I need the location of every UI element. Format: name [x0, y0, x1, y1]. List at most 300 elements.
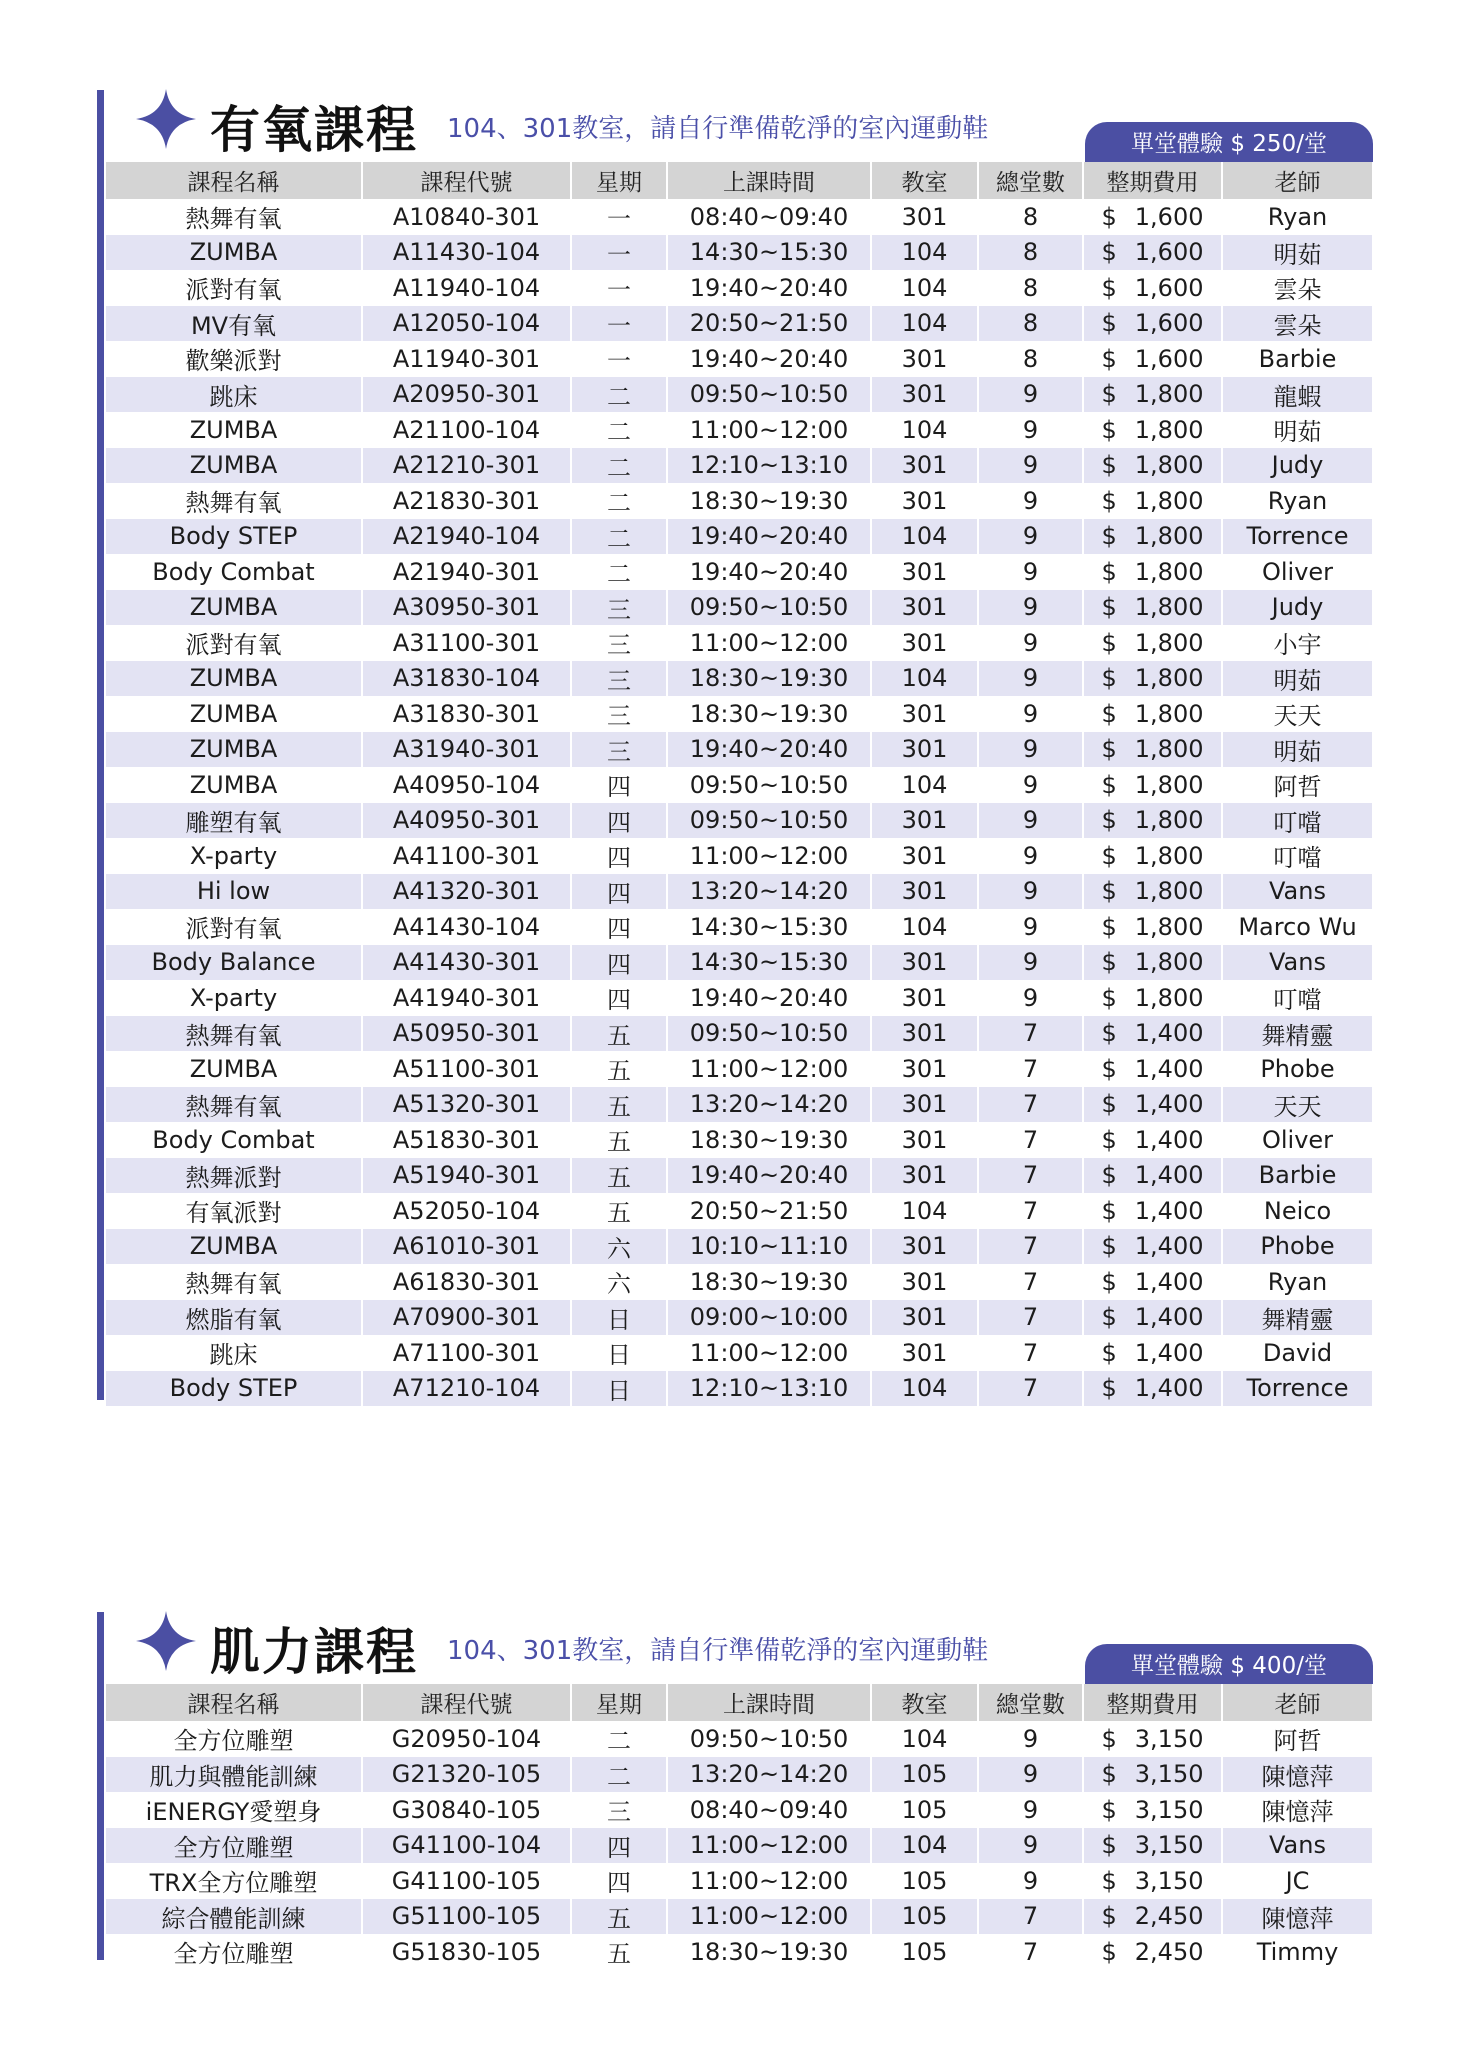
table-row: [106, 554, 1373, 590]
course-name-cell: MV有氧: [106, 306, 362, 342]
strength-schedule-table: [106, 1684, 1374, 1970]
currency-symbol: $: [1101, 1795, 1117, 1824]
room-cell: 301: [871, 1264, 978, 1300]
time-cell: 12:10~13:10: [667, 448, 871, 484]
currency-symbol: $: [1101, 841, 1117, 870]
fee-amount: 1,400: [1134, 1267, 1204, 1296]
course-code-cell: A41940-301: [362, 980, 571, 1016]
fee-amount: 3,150: [1134, 1866, 1204, 1895]
sessions-cell: 9: [978, 590, 1083, 626]
currency-symbol: $: [1101, 735, 1117, 764]
sessions-cell: 9: [978, 1792, 1083, 1828]
course-name-cell: ZUMBA: [106, 732, 362, 768]
sessions-cell: 7: [978, 1229, 1083, 1265]
weekday-cell: 三: [571, 1792, 667, 1828]
fee-amount: 1,800: [1134, 451, 1204, 480]
course-name-cell: 派對有氧: [106, 270, 362, 306]
currency-symbol: $: [1101, 1232, 1117, 1261]
currency-symbol: $: [1101, 1125, 1117, 1154]
time-cell: 19:40~20:40: [667, 270, 871, 306]
time-cell: 11:00~12:00: [667, 838, 871, 874]
currency-symbol: $: [1101, 1760, 1117, 1789]
course-code-cell: A31100-301: [362, 625, 571, 661]
currency-symbol: $: [1101, 380, 1117, 409]
currency-symbol: $: [1101, 1866, 1117, 1895]
room-cell: 301: [871, 554, 978, 590]
teacher-cell: 明茹: [1222, 412, 1373, 448]
teacher-cell: Neico: [1222, 1193, 1373, 1229]
course-code-cell: A21940-301: [362, 554, 571, 590]
room-cell: 301: [871, 1300, 978, 1336]
fee-cell: [1083, 1016, 1222, 1052]
currency-symbol: $: [1101, 983, 1117, 1012]
course-name-cell: 全方位雕塑: [106, 1934, 362, 1970]
fee-cell: [1083, 483, 1222, 519]
fee-cell: [1083, 1371, 1222, 1407]
time-cell: 11:00~12:00: [667, 1828, 871, 1864]
section-subtitle: 104、301教室，請自行準備乾淨的室內運動鞋: [447, 1636, 989, 1666]
time-cell: 14:30~15:30: [667, 235, 871, 271]
sessions-cell: 9: [978, 661, 1083, 697]
time-cell: 11:00~12:00: [667, 1863, 871, 1899]
room-cell: 105: [871, 1863, 978, 1899]
column-header: 老師: [1222, 1684, 1373, 1721]
course-name-cell: iENERGY愛塑身: [106, 1792, 362, 1828]
sessions-cell: 8: [978, 199, 1083, 235]
sessions-cell: 7: [978, 1087, 1083, 1123]
fee-cell: [1083, 554, 1222, 590]
table-header-row: [106, 162, 1373, 199]
table-row: [106, 1828, 1373, 1864]
aerobic-schedule-table: [106, 162, 1374, 1406]
fee-amount: 1,800: [1134, 770, 1204, 799]
weekday-cell: 五: [571, 1122, 667, 1158]
table-row: [106, 732, 1373, 768]
column-header: 課程名稱: [106, 162, 362, 199]
course-code-cell: A40950-301: [362, 803, 571, 839]
fee-amount: 1,800: [1134, 380, 1204, 409]
course-name-cell: X-party: [106, 980, 362, 1016]
currency-symbol: $: [1101, 1161, 1117, 1190]
room-cell: 104: [871, 1193, 978, 1229]
table-row: [106, 412, 1373, 448]
teacher-cell: JC: [1222, 1863, 1373, 1899]
table-row: [106, 1264, 1373, 1300]
table-row: [106, 909, 1373, 945]
fee-amount: 1,800: [1134, 983, 1204, 1012]
fee-cell: [1083, 1335, 1222, 1371]
table-row: [106, 945, 1373, 981]
course-name-cell: 肌力與體能訓練: [106, 1757, 362, 1793]
fee-cell: [1083, 1051, 1222, 1087]
weekday-cell: 四: [571, 838, 667, 874]
time-cell: 10:10~11:10: [667, 1229, 871, 1265]
weekday-cell: 一: [571, 341, 667, 377]
time-cell: 18:30~19:30: [667, 661, 871, 697]
course-name-cell: Hi low: [106, 874, 362, 910]
teacher-cell: 陳憶萍: [1222, 1792, 1373, 1828]
teacher-cell: Ryan: [1222, 483, 1373, 519]
course-code-cell: A41100-301: [362, 838, 571, 874]
course-name-cell: TRX全方位雕塑: [106, 1863, 362, 1899]
fee-cell: [1083, 590, 1222, 626]
weekday-cell: 五: [571, 1158, 667, 1194]
table-row: [106, 767, 1373, 803]
weekday-cell: 日: [571, 1371, 667, 1407]
column-header: 老師: [1222, 162, 1373, 199]
fee-amount: 1,400: [1134, 1161, 1204, 1190]
column-header: 整期費用: [1083, 162, 1222, 199]
weekday-cell: 六: [571, 1264, 667, 1300]
fee-cell: [1083, 1899, 1222, 1935]
sessions-cell: 9: [978, 483, 1083, 519]
currency-symbol: $: [1101, 593, 1117, 622]
weekday-cell: 日: [571, 1335, 667, 1371]
course-name-cell: Body STEP: [106, 519, 362, 555]
fee-amount: 1,600: [1134, 202, 1204, 231]
fee-amount: 1,800: [1134, 557, 1204, 586]
sessions-cell: 9: [978, 1721, 1083, 1757]
table-row: [106, 235, 1373, 271]
time-cell: 14:30~15:30: [667, 945, 871, 981]
table-row: [106, 803, 1373, 839]
time-cell: 13:20~14:20: [667, 874, 871, 910]
weekday-cell: 四: [571, 803, 667, 839]
weekday-cell: 四: [571, 980, 667, 1016]
course-code-cell: G51830-105: [362, 1934, 571, 1970]
table-row: [106, 1757, 1373, 1793]
fee-amount: 3,150: [1134, 1795, 1204, 1824]
weekday-cell: 四: [571, 909, 667, 945]
column-header: 課程名稱: [106, 1684, 362, 1721]
table-row: [106, 1158, 1373, 1194]
section-accent-bar: [97, 1612, 104, 1960]
course-code-cell: A51100-301: [362, 1051, 571, 1087]
trial-price-badge: 單堂體驗 $ 400/堂: [1085, 1644, 1373, 1686]
sessions-cell: 9: [978, 838, 1083, 874]
sessions-cell: 8: [978, 341, 1083, 377]
fee-amount: 3,150: [1134, 1831, 1204, 1860]
fee-cell: [1083, 412, 1222, 448]
column-header: 上課時間: [667, 1684, 871, 1721]
teacher-cell: Torrence: [1222, 519, 1373, 555]
time-cell: 13:20~14:20: [667, 1757, 871, 1793]
sessions-cell: 7: [978, 1335, 1083, 1371]
weekday-cell: 四: [571, 874, 667, 910]
table-row: [106, 838, 1373, 874]
sessions-cell: 7: [978, 1158, 1083, 1194]
room-cell: 301: [871, 1158, 978, 1194]
fee-cell: [1083, 1721, 1222, 1757]
currency-symbol: $: [1101, 806, 1117, 835]
fee-amount: 1,400: [1134, 1232, 1204, 1261]
teacher-cell: 陳憶萍: [1222, 1899, 1373, 1935]
table-row: [106, 1899, 1373, 1935]
column-header: 星期: [571, 162, 667, 199]
fee-amount: 1,400: [1134, 1019, 1204, 1048]
time-cell: 19:40~20:40: [667, 341, 871, 377]
room-cell: 301: [871, 696, 978, 732]
course-code-cell: G51100-105: [362, 1899, 571, 1935]
room-cell: 104: [871, 270, 978, 306]
room-cell: 301: [871, 803, 978, 839]
course-code-cell: A71100-301: [362, 1335, 571, 1371]
room-cell: 105: [871, 1792, 978, 1828]
time-cell: 09:50~10:50: [667, 377, 871, 413]
room-cell: 104: [871, 306, 978, 342]
sessions-cell: 8: [978, 306, 1083, 342]
weekday-cell: 三: [571, 661, 667, 697]
fee-cell: [1083, 519, 1222, 555]
column-header: 教室: [871, 162, 978, 199]
fee-cell: [1083, 341, 1222, 377]
time-cell: 11:00~12:00: [667, 412, 871, 448]
currency-symbol: $: [1101, 557, 1117, 586]
course-code-cell: G21320-105: [362, 1757, 571, 1793]
teacher-cell: 明茹: [1222, 732, 1373, 768]
currency-symbol: $: [1101, 1724, 1117, 1753]
diamond-icon: [136, 89, 196, 149]
column-header: 總堂數: [978, 1684, 1083, 1721]
fee-amount: 3,150: [1134, 1760, 1204, 1789]
currency-symbol: $: [1101, 770, 1117, 799]
fee-amount: 1,800: [1134, 415, 1204, 444]
fee-amount: 1,800: [1134, 628, 1204, 657]
room-cell: 301: [871, 980, 978, 1016]
fee-amount: 1,800: [1134, 664, 1204, 693]
table-header-row: [106, 1684, 1373, 1721]
course-name-cell: Body STEP: [106, 1371, 362, 1407]
table-row: [106, 1051, 1373, 1087]
teacher-cell: Ryan: [1222, 199, 1373, 235]
course-code-cell: A51830-301: [362, 1122, 571, 1158]
course-name-cell: 歡樂派對: [106, 341, 362, 377]
course-code-cell: A50950-301: [362, 1016, 571, 1052]
course-name-cell: 派對有氧: [106, 625, 362, 661]
table-row: [106, 1863, 1373, 1899]
weekday-cell: 二: [571, 1757, 667, 1793]
sessions-cell: 9: [978, 874, 1083, 910]
course-name-cell: 綜合體能訓練: [106, 1899, 362, 1935]
table-row: [106, 199, 1373, 235]
sessions-cell: 7: [978, 1016, 1083, 1052]
currency-symbol: $: [1101, 344, 1117, 373]
course-name-cell: ZUMBA: [106, 448, 362, 484]
course-code-cell: G30840-105: [362, 1792, 571, 1828]
teacher-cell: David: [1222, 1335, 1373, 1371]
weekday-cell: 五: [571, 1087, 667, 1123]
room-cell: 104: [871, 909, 978, 945]
section-title: 有氧課程: [210, 101, 418, 159]
course-code-cell: A70900-301: [362, 1300, 571, 1336]
section-accent-bar: [97, 90, 104, 1400]
fee-amount: 1,800: [1134, 593, 1204, 622]
course-code-cell: A11940-301: [362, 341, 571, 377]
course-code-cell: A31940-301: [362, 732, 571, 768]
time-cell: 20:50~21:50: [667, 1193, 871, 1229]
fee-cell: [1083, 199, 1222, 235]
sessions-cell: 9: [978, 767, 1083, 803]
course-code-cell: A71210-104: [362, 1371, 571, 1407]
room-cell: 301: [871, 483, 978, 519]
room-cell: 301: [871, 341, 978, 377]
course-code-cell: A41430-301: [362, 945, 571, 981]
currency-symbol: $: [1101, 1374, 1117, 1403]
fee-amount: 1,600: [1134, 273, 1204, 302]
weekday-cell: 二: [571, 554, 667, 590]
currency-symbol: $: [1101, 522, 1117, 551]
sessions-cell: 9: [978, 1828, 1083, 1864]
sessions-cell: 9: [978, 732, 1083, 768]
teacher-cell: Timmy: [1222, 1934, 1373, 1970]
weekday-cell: 一: [571, 235, 667, 271]
fee-cell: [1083, 909, 1222, 945]
table-row: [106, 874, 1373, 910]
course-name-cell: 熱舞有氧: [106, 1264, 362, 1300]
time-cell: 18:30~19:30: [667, 1122, 871, 1158]
currency-symbol: $: [1101, 1196, 1117, 1225]
course-code-cell: A52050-104: [362, 1193, 571, 1229]
course-name-cell: ZUMBA: [106, 767, 362, 803]
sessions-cell: 7: [978, 1899, 1083, 1935]
sessions-cell: 9: [978, 448, 1083, 484]
fee-cell: [1083, 732, 1222, 768]
course-code-cell: A41430-104: [362, 909, 571, 945]
course-code-cell: A61010-301: [362, 1229, 571, 1265]
currency-symbol: $: [1101, 202, 1117, 231]
course-code-cell: A10840-301: [362, 199, 571, 235]
fee-amount: 1,400: [1134, 1303, 1204, 1332]
section-subtitle: 104、301教室，請自行準備乾淨的室內運動鞋: [447, 114, 989, 144]
weekday-cell: 一: [571, 306, 667, 342]
time-cell: 11:00~12:00: [667, 1899, 871, 1935]
sessions-cell: 9: [978, 412, 1083, 448]
teacher-cell: 天天: [1222, 696, 1373, 732]
teacher-cell: 明茹: [1222, 235, 1373, 271]
fee-amount: 1,800: [1134, 699, 1204, 728]
teacher-cell: Phobe: [1222, 1229, 1373, 1265]
time-cell: 19:40~20:40: [667, 1158, 871, 1194]
currency-symbol: $: [1101, 1019, 1117, 1048]
time-cell: 08:40~09:40: [667, 199, 871, 235]
room-cell: 104: [871, 412, 978, 448]
currency-symbol: $: [1101, 948, 1117, 977]
teacher-cell: Judy: [1222, 590, 1373, 626]
time-cell: 12:10~13:10: [667, 1371, 871, 1407]
teacher-cell: Judy: [1222, 448, 1373, 484]
table-row: [106, 306, 1373, 342]
table-row: [106, 483, 1373, 519]
course-code-cell: A51320-301: [362, 1087, 571, 1123]
fee-amount: 1,800: [1134, 912, 1204, 941]
sessions-cell: 7: [978, 1193, 1083, 1229]
fee-cell: [1083, 767, 1222, 803]
currency-symbol: $: [1101, 1054, 1117, 1083]
room-cell: 104: [871, 1371, 978, 1407]
teacher-cell: Phobe: [1222, 1051, 1373, 1087]
fee-cell: [1083, 1158, 1222, 1194]
weekday-cell: 二: [571, 412, 667, 448]
sessions-cell: 9: [978, 1757, 1083, 1793]
fee-amount: 1,400: [1134, 1338, 1204, 1367]
teacher-cell: Vans: [1222, 874, 1373, 910]
fee-cell: [1083, 1828, 1222, 1864]
fee-cell: [1083, 803, 1222, 839]
fee-cell: [1083, 1087, 1222, 1123]
fee-amount: 2,450: [1134, 1902, 1204, 1931]
time-cell: 18:30~19:30: [667, 1264, 871, 1300]
teacher-cell: Barbie: [1222, 341, 1373, 377]
section-title: 肌力課程: [210, 1623, 418, 1681]
weekday-cell: 一: [571, 270, 667, 306]
weekday-cell: 三: [571, 625, 667, 661]
teacher-cell: 阿哲: [1222, 1721, 1373, 1757]
fee-cell: [1083, 1122, 1222, 1158]
time-cell: 19:40~20:40: [667, 980, 871, 1016]
table-row: [106, 1792, 1373, 1828]
fee-amount: 1,600: [1134, 238, 1204, 267]
fee-amount: 1,400: [1134, 1374, 1204, 1403]
fee-amount: 1,400: [1134, 1125, 1204, 1154]
course-code-cell: A41320-301: [362, 874, 571, 910]
course-code-cell: A11430-104: [362, 235, 571, 271]
course-name-cell: 燃脂有氧: [106, 1300, 362, 1336]
room-cell: 301: [871, 1122, 978, 1158]
room-cell: 104: [871, 767, 978, 803]
fee-cell: [1083, 1792, 1222, 1828]
room-cell: 301: [871, 590, 978, 626]
weekday-cell: 五: [571, 1051, 667, 1087]
currency-symbol: $: [1101, 664, 1117, 693]
currency-symbol: $: [1101, 415, 1117, 444]
course-name-cell: Body Combat: [106, 554, 362, 590]
course-code-cell: G20950-104: [362, 1721, 571, 1757]
teacher-cell: 龍蝦: [1222, 377, 1373, 413]
time-cell: 18:30~19:30: [667, 1934, 871, 1970]
course-code-cell: A21100-104: [362, 412, 571, 448]
room-cell: 104: [871, 519, 978, 555]
room-cell: 301: [871, 1335, 978, 1371]
sessions-cell: 7: [978, 1051, 1083, 1087]
weekday-cell: 二: [571, 483, 667, 519]
weekday-cell: 四: [571, 1828, 667, 1864]
currency-symbol: $: [1101, 1267, 1117, 1296]
course-name-cell: 熱舞有氧: [106, 1016, 362, 1052]
course-name-cell: 跳床: [106, 377, 362, 413]
sessions-cell: 9: [978, 1863, 1083, 1899]
currency-symbol: $: [1101, 1303, 1117, 1332]
diamond-icon: [136, 1611, 196, 1671]
currency-symbol: $: [1101, 486, 1117, 515]
teacher-cell: Vans: [1222, 945, 1373, 981]
currency-symbol: $: [1101, 1937, 1117, 1966]
sessions-cell: 9: [978, 909, 1083, 945]
teacher-cell: 雲朵: [1222, 270, 1373, 306]
course-name-cell: 熱舞有氧: [106, 199, 362, 235]
table-row: [106, 1193, 1373, 1229]
fee-amount: 1,800: [1134, 877, 1204, 906]
weekday-cell: 四: [571, 767, 667, 803]
teacher-cell: Ryan: [1222, 1264, 1373, 1300]
room-cell: 301: [871, 199, 978, 235]
sessions-cell: 7: [978, 1371, 1083, 1407]
table-row: [106, 448, 1373, 484]
fee-amount: 1,600: [1134, 344, 1204, 373]
sessions-cell: 7: [978, 1300, 1083, 1336]
fee-amount: 1,400: [1134, 1090, 1204, 1119]
table-row: [106, 1229, 1373, 1265]
fee-cell: [1083, 235, 1222, 271]
